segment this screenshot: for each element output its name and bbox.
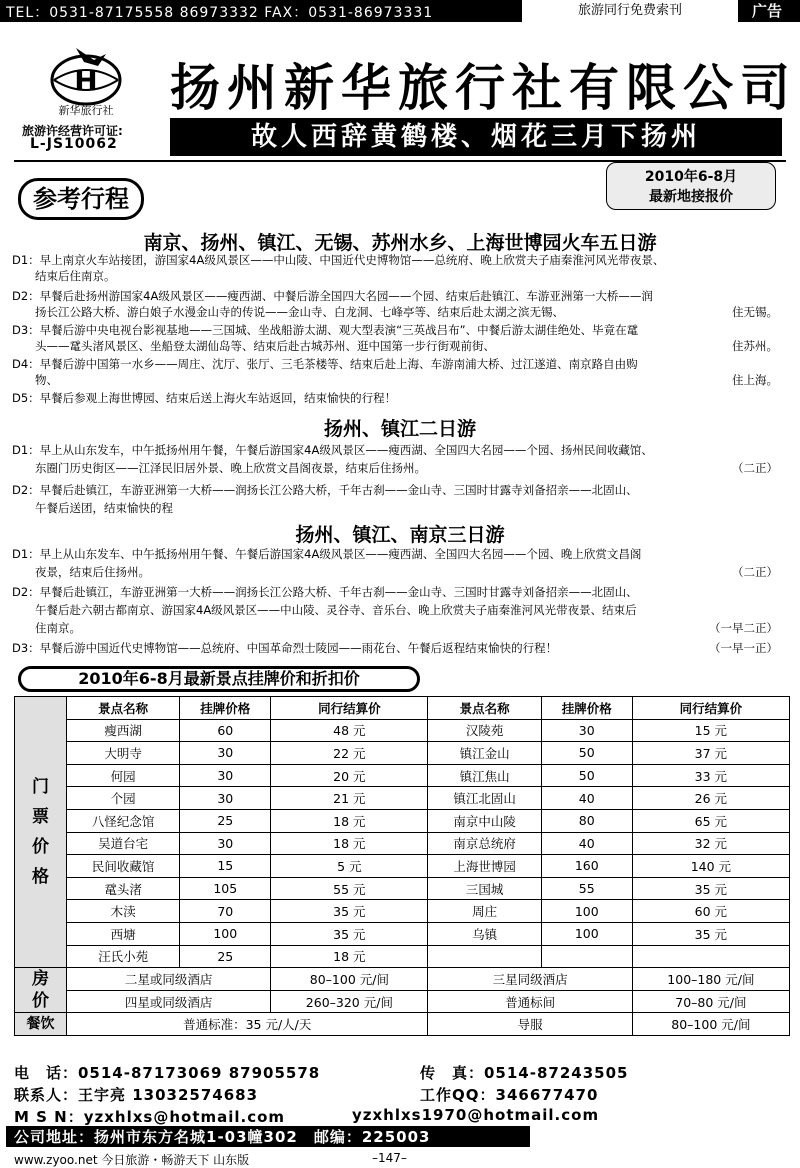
qq: 工作QQ：346677470 bbox=[420, 1086, 599, 1104]
route-line: D2：早餐后赴镇江，车游亚洲第一大桥——润扬长江公路大桥、千年古刹——金山寺、三国时甘露寺刘备招亲——北固山、 bbox=[12, 585, 638, 599]
page-number: –147– bbox=[372, 1151, 407, 1165]
route-line: 头——鼋头渚风景区、坐船登太湖仙岛等、结束后赴古城苏州、逛中国第一步行街观前街、 bbox=[12, 339, 495, 353]
header-index: 旅游同行免费索刊 bbox=[522, 0, 738, 22]
route-line: 物、 bbox=[12, 373, 58, 387]
site-line: www.zyoo.net 今日旅游・畅游天下 山东版 bbox=[14, 1153, 250, 1167]
price-section-title: 2010年6-8月最新景点挂牌价和折扣价 bbox=[18, 666, 420, 692]
company-title: 扬州新华旅行社有限公司 bbox=[170, 58, 797, 117]
quote-line1: 2010年6-8月 bbox=[644, 169, 738, 185]
table-row: 个园 30 21 元 镇江北固山 40 26 元 bbox=[15, 787, 790, 810]
col-header: 景点名称 bbox=[67, 697, 180, 720]
table-row: 八怪纪念馆 25 18 元 南京中山陵 80 65 元 bbox=[15, 809, 790, 832]
meal-note: （二正） bbox=[732, 461, 778, 475]
route-line: D2：早餐后赴扬州游国家4A级风景区——瘦西湖、中餐后游全国四大名园——个园、结束后赴镇江、车游亚洲第一大桥——润 bbox=[12, 289, 653, 303]
col-header: 挂牌价格 bbox=[541, 697, 632, 720]
license-number: L-JS10062 bbox=[30, 136, 118, 152]
svg-text:H: H bbox=[74, 64, 98, 97]
msn-2: yzxhlxs1970@hotmail.com bbox=[352, 1106, 600, 1124]
table-row: 木渎 70 35 元 周庄 100 60 元 bbox=[15, 900, 790, 923]
bottom-bar bbox=[0, 1148, 800, 1168]
room-row: 四星或同级酒店 260–320 元/间 普通标间 70–80 元/间 bbox=[15, 990, 790, 1013]
col-header: 景点名称 bbox=[428, 697, 541, 720]
room-row: 房 价 二星或同级酒店 80–100 元/间 三星同级酒店 100–180 元/间 bbox=[15, 968, 790, 991]
route-line: 午餐后送团，结束愉快的程 bbox=[12, 501, 173, 515]
svg-text:新华旅行社: 新华旅行社 bbox=[58, 104, 114, 117]
route-line: D4：早餐后游中国第一水乡——周庄、沈厅、张厅、三毛茶楼等、结束后赴上海、车游南浦大桥、过江遂道、南京路自由购 bbox=[12, 357, 638, 371]
table-row: 瘦西湖 60 48 元 汉陵苑 30 15 元 bbox=[15, 719, 790, 742]
table-row: 西塘 100 35 元 乌镇 100 35 元 bbox=[15, 922, 790, 945]
stay-note: 住无锡。 bbox=[732, 305, 778, 319]
meal-label: 餐饮 bbox=[15, 1013, 67, 1036]
table-row: 大明寺 30 22 元 镇江金山 50 37 元 bbox=[15, 742, 790, 765]
route-line: 夜景，结束后住扬州。 bbox=[12, 565, 150, 579]
route-line: D1：早上从山东发车，中午抵扬州用午餐，午餐后游国家4A级风景区——瘦西湖、全国四大名园——个园、扬州民间收藏馆、 bbox=[12, 443, 653, 457]
reference-itinerary-label: 参考行程 bbox=[18, 178, 144, 220]
license-label: 旅游许经营许可证: bbox=[22, 124, 123, 138]
room-price-label: 房 价 bbox=[15, 968, 67, 1013]
route-line: 东圈门历史街区——江泽民旧居外景、晚上欣赏文昌阁夜景，结束后住扬州。 bbox=[12, 461, 426, 475]
route-line: 扬长江公路大桥、游白娘子水漫金山寺的传说——金山寺、白龙洞、七峰亭等、结束后赴太湖之滨无锡、 bbox=[12, 305, 564, 319]
route-line: 住南京。 bbox=[12, 621, 81, 635]
col-header: 挂牌价格 bbox=[180, 697, 271, 720]
route-line: D1：早上从山东发车、中午抵扬州用午餐、午餐后游国家4A级风景区——瘦西湖、全国四大名园——个园、晚上欣赏文昌阁 bbox=[12, 547, 642, 561]
route-line: 结束后住南京。 bbox=[12, 269, 116, 283]
table-row: 何园 30 20 元 镇江焦山 50 33 元 bbox=[15, 764, 790, 787]
quote-line2: 最新地接报价 bbox=[649, 189, 733, 205]
company-logo bbox=[36, 40, 136, 118]
route-line: D3：早餐后游中国近代史博物馆——总统府、中国革命烈士陵园——雨花台、午餐后返程结束愉快的行程！ bbox=[12, 641, 558, 655]
phone: 电 话：0514-87173069 87905578 bbox=[14, 1064, 321, 1082]
ad-label: 广告 bbox=[752, 2, 783, 20]
route-title: 南京、扬州、镇江、无锡、苏州水乡、上海世博园火车五日游 bbox=[143, 232, 657, 254]
table-row: 汪氏小苑 25 18 元 bbox=[15, 945, 790, 968]
ticket-price-label: 门 票 价 格 bbox=[15, 697, 67, 968]
route-line: 午餐后赴六朝古都南京、游国家4A级风景区——中山陵、灵谷寺、音乐台、晚上欣赏夫子庙秦淮河风光带夜景、结束后 bbox=[12, 603, 637, 617]
col-header: 同行结算价 bbox=[632, 697, 789, 720]
top-bar bbox=[0, 0, 800, 22]
table-row: 民间收藏馆 15 5 元 上海世博园 160 140 元 bbox=[15, 855, 790, 878]
route-line: D3：早餐后游中央电视台影视基地——三国城、坐战船游太湖、观大型表演“三英战吕布”、中餐后游太湖佳绝处、毕竟在鼋 bbox=[12, 323, 639, 337]
col-header: 同行结算价 bbox=[271, 697, 428, 720]
meal-note: （一早二正） bbox=[709, 621, 778, 635]
fax: 传 真：0514-87243505 bbox=[420, 1064, 629, 1082]
route-line: D1：早上南京火车站接团，游国家4A级风景区——中山陵、中国近代史博物馆——总统府、晚上欣赏夫子庙秦淮河风光带夜景、 bbox=[12, 253, 665, 267]
slogan-banner: 故人西辞黄鹤楼、烟花三月下扬州 bbox=[170, 118, 782, 156]
route-title: 扬州、镇江、南京三日游 bbox=[295, 524, 505, 546]
price-table bbox=[14, 696, 790, 1036]
route-line: D5：早餐后参观上海世博园、结束后送上海火车站返回，结束愉快的行程！ bbox=[12, 391, 397, 405]
quote-bubble bbox=[606, 162, 776, 210]
header-contact: TEL：0531-87175558 86973332 FAX：0531-86973331 bbox=[6, 5, 434, 21]
meal-note: （一早一正） bbox=[709, 641, 778, 655]
route-line: D2：早餐后赴镇江，车游亚洲第一大桥——润扬长江公路大桥，千年古刹——金山寺、三国时甘露寺刘备招亲——北固山、 bbox=[12, 483, 638, 497]
msn: M S N：yzxhlxs@hotmail.com bbox=[14, 1108, 286, 1126]
meal-row: 餐饮 普通标准：35 元/人/天 导服 80–100 元/间 bbox=[15, 1013, 790, 1036]
meal-note: （二正） bbox=[732, 565, 778, 579]
route-title: 扬州、镇江二日游 bbox=[323, 418, 476, 440]
stay-note: 住上海。 bbox=[732, 373, 778, 387]
stay-note: 住苏州。 bbox=[732, 339, 778, 353]
table-row: 鼋头渚 105 55 元 三国城 55 35 元 bbox=[15, 877, 790, 900]
table-header-row bbox=[15, 697, 790, 720]
table-row: 吴道台宅 30 18 元 南京总统府 40 32 元 bbox=[15, 832, 790, 855]
address: 公司地址：扬州市东方名城1-03幢302 邮编：225003 bbox=[6, 1126, 530, 1147]
contact-person: 联系人：王宇亮 13032574683 bbox=[14, 1086, 259, 1104]
